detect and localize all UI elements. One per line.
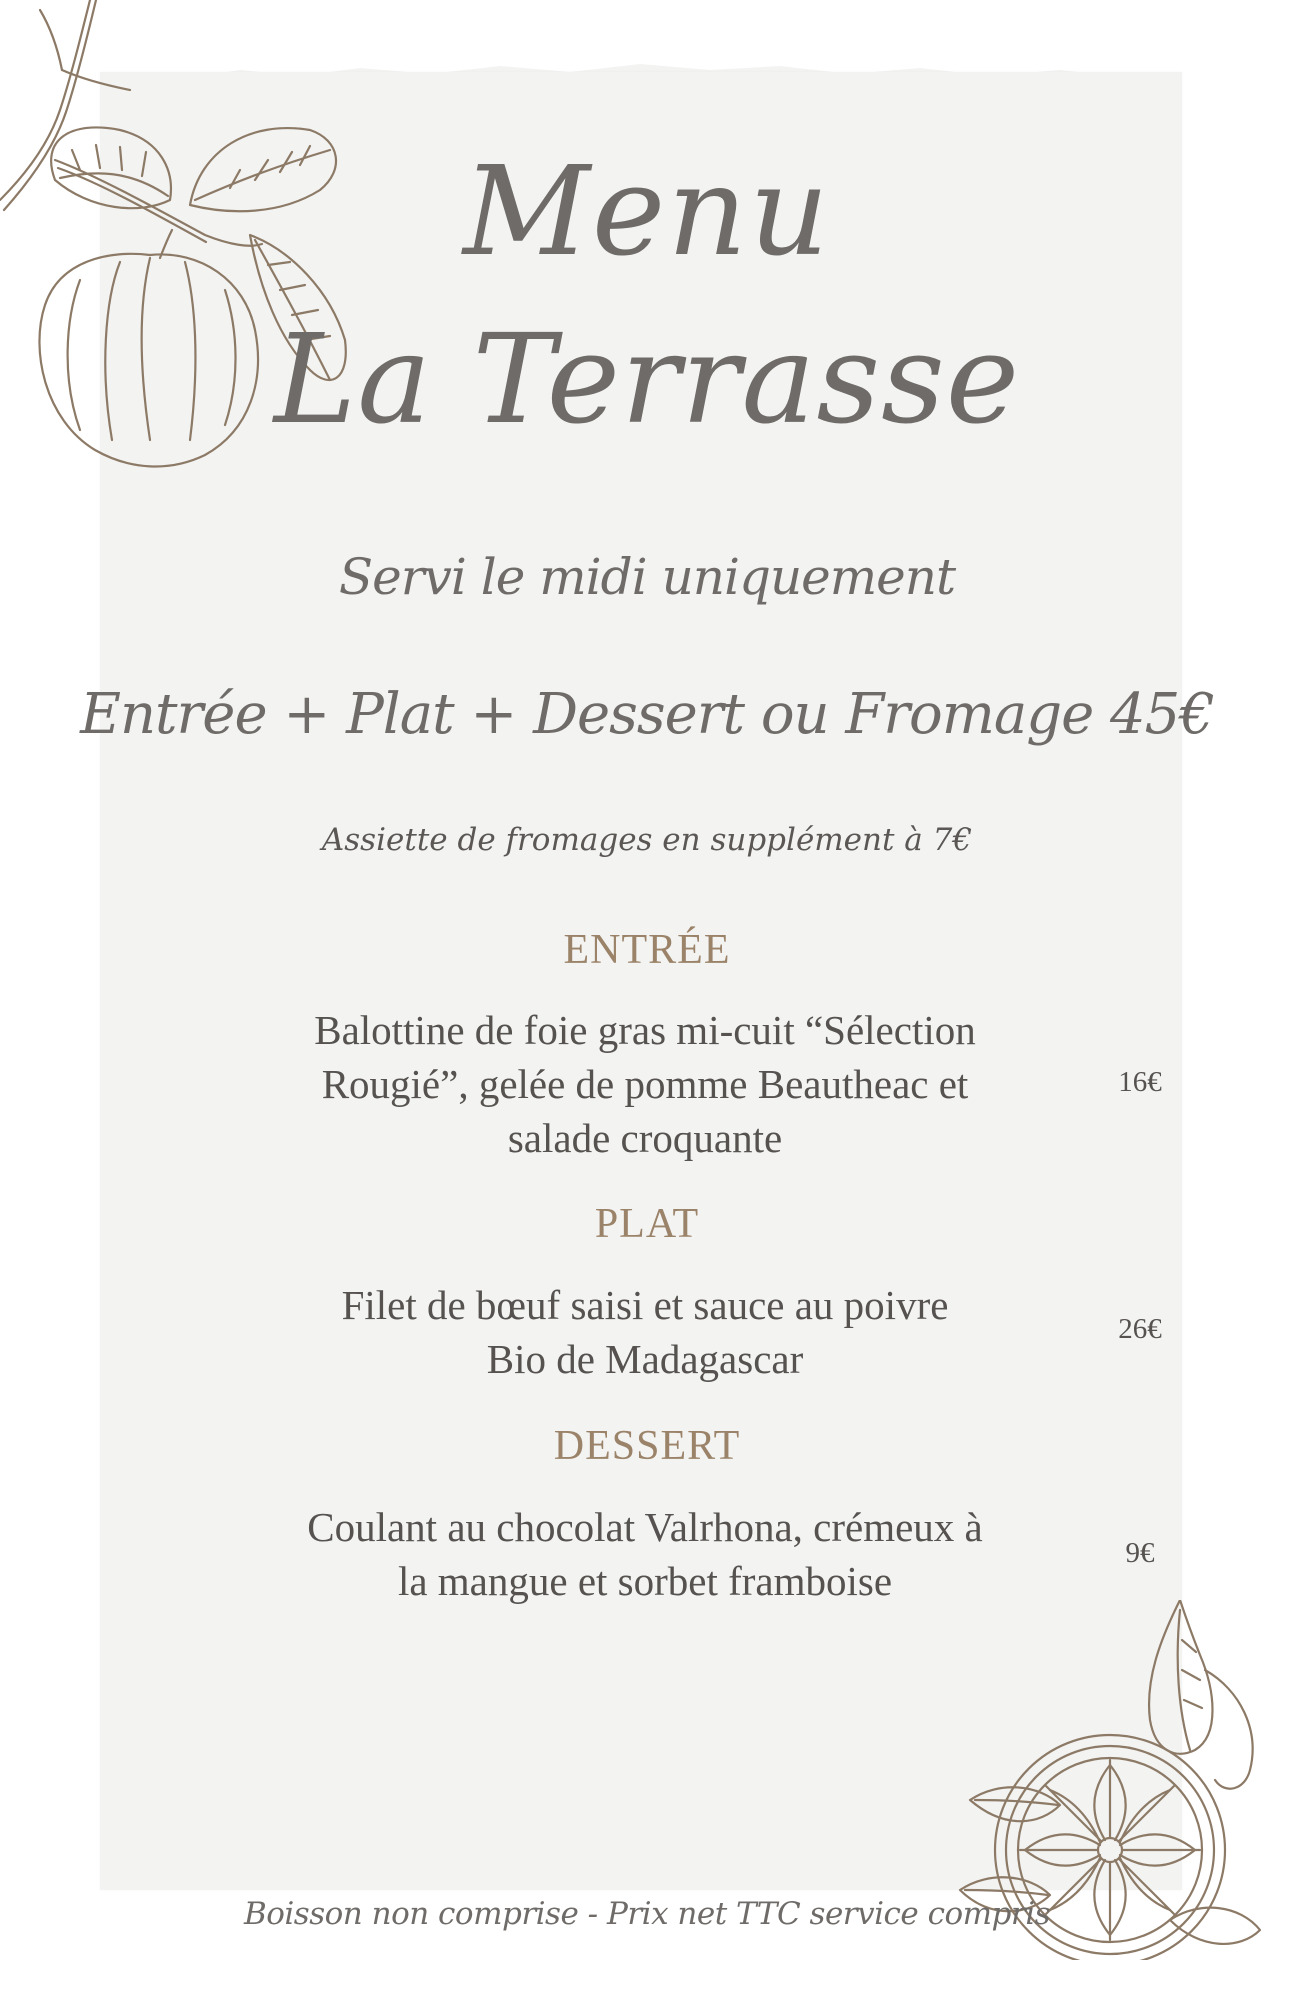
section-heading-entree: ENTRÉE: [563, 927, 731, 973]
section-heading-dessert: DESSERT: [553, 1423, 741, 1469]
dish-line: Coulant au chocolat Valrhona, crémeux à: [307, 1504, 983, 1550]
dish-line: Bio de Madagascar: [486, 1336, 804, 1382]
dish-dessert: [220, 1500, 1070, 1608]
menu-title: Menu: [462, 140, 832, 284]
price-entree: 16€: [1118, 1066, 1162, 1098]
dish-line: la mangue et sorbet framboise: [397, 1558, 893, 1604]
service-note: Servi le midi uniquement: [338, 548, 956, 606]
formula-price: Entrée + Plat + Dessert ou Fromage 45€: [80, 682, 1214, 747]
dish-line: salade croquante: [507, 1115, 783, 1161]
cheese-supplement-note: Assiette de fromages en supplément à 7€: [321, 822, 973, 858]
footer-note: Boisson non comprise - Prix net TTC service compris: [243, 1896, 1051, 1932]
price-dessert: 9€: [1125, 1537, 1155, 1569]
dish-line: Balottine de foie gras mi-cuit “Sélection: [314, 1007, 976, 1053]
price-plat: 26€: [1118, 1313, 1162, 1345]
dish-line: Rougié”, gelée de pomme Beautheac et: [321, 1061, 969, 1107]
dish-plat: [220, 1278, 1070, 1386]
dish-line: Filet de bœuf saisi et sauce au poivre: [341, 1282, 949, 1328]
restaurant-name: La Terrasse: [273, 308, 1021, 452]
section-heading-plat: PLAT: [594, 1201, 700, 1247]
dish-entree: [220, 1003, 1070, 1165]
